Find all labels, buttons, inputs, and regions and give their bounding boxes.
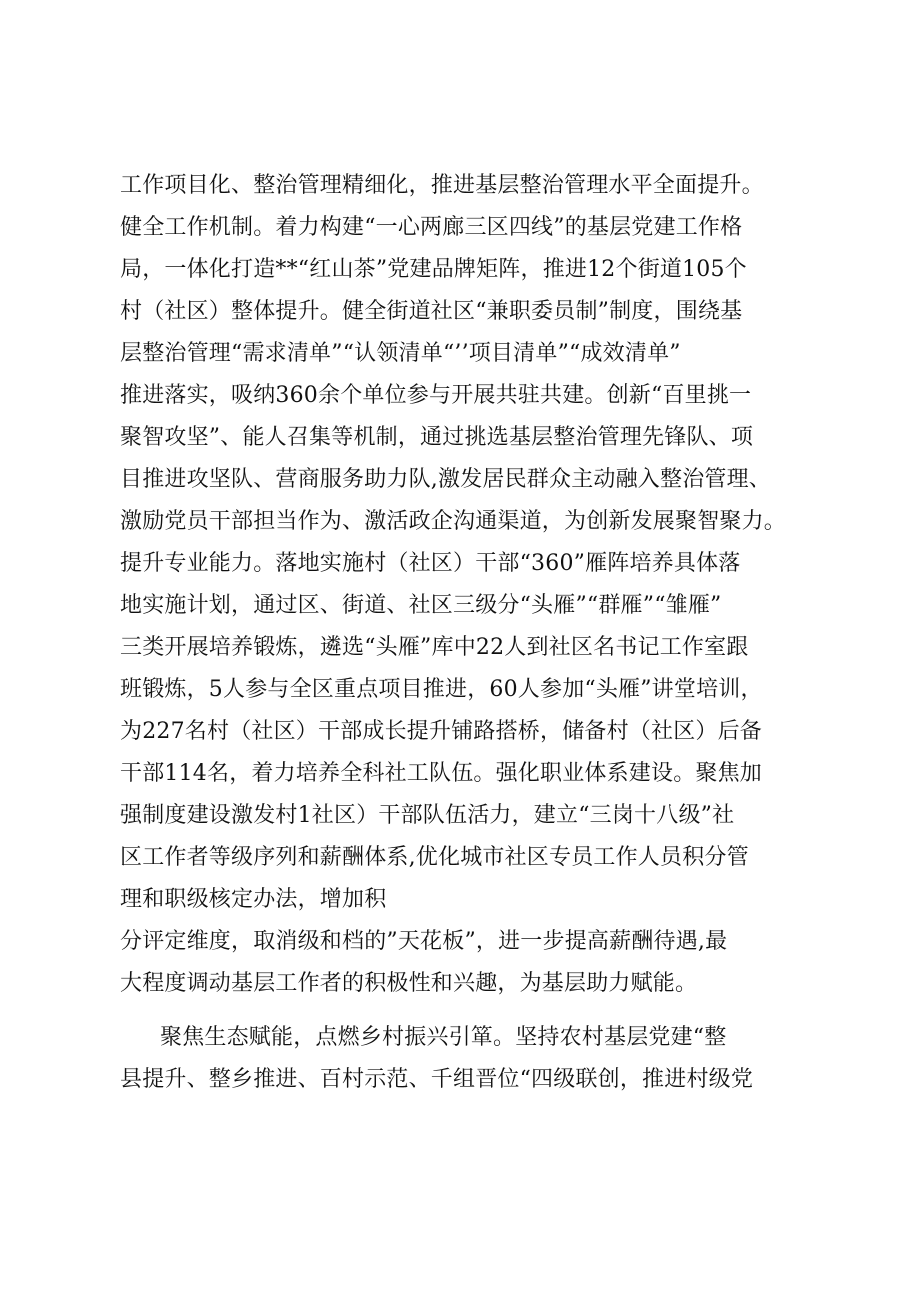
text-line: 推进落实，吸纳360余个单位参与开展共驻共建。创新“百里挑一 <box>120 383 752 408</box>
text-line: 干部114名，着力培养全科社工队伍。强化职业体系建设。聚焦加 <box>120 761 762 786</box>
text-line: 工作项目化、整治管理精细化，推进基层整治管理水平全面提升。 <box>120 173 764 198</box>
text-line: 理和职级核定办法，增加积 <box>120 887 387 912</box>
text-line: 为227名村（社区）干部成长提升铺路搭桥，储备村（社区）后备 <box>120 719 762 744</box>
text-line: 大程度调动基层工作者的积极性和兴趣，为基层助力赋能。 <box>120 971 698 996</box>
text-line: 聚智攻坚”、能人召集等机制，通过挑选基层整治管理先锋队、项 <box>120 425 754 450</box>
text-line: 健全工作机制。着力构建“一心两廊三区四线”的基层党建工作格 <box>120 215 743 240</box>
text-line: 层整治管理“需求清单”“认领清单“’’项目清单”“成效清单” <box>120 341 681 366</box>
text-line: 局，一体化打造**“红山茶”党建品牌矩阵，推进12个街道105个 <box>120 257 747 282</box>
text-line: 村（社区）整体提升。健全街道社区“兼职委员制”制度，围绕基 <box>120 299 743 324</box>
text-line: 三类开展培养锻炼，遴选“头雁”库中22人到社区名书记工作室跟 <box>120 635 749 660</box>
text-line: 县提升、整乡推进、百村示范、千组晋位“四级联创，推进村级党 <box>120 1067 754 1092</box>
text-line: 强制度建设激发村1社区）干部队伍活力，建立“三岗十八级”社 <box>120 803 735 828</box>
text-line: 提升专业能力。落地实施村（社区）干部“360”雁阵培养具体落 <box>120 551 741 576</box>
text-line: 班锻炼，5人参与全区重点项目推进，60人参加“头雁”讲堂培训， <box>120 677 763 702</box>
text-line: 地实施计划，通过区、街道、社区三级分“头雁”“群雁”“雏雁” <box>120 593 722 618</box>
text-line: 目推进攻坚队、营商服务助力队,激发居民群众主动融入整治管理、 <box>120 467 771 492</box>
paragraph-first-line: 聚焦生态赋能，点燃乡村振兴引箪。坚持农村基层党建“整 <box>160 1025 727 1050</box>
text-line: 激励党员干部担当作为、激活政企沟通渠道，为创新发展聚智聚力。 <box>120 509 787 534</box>
text-line: 分评定维度，取消级和档的”天花板”，进一步提高薪酬待遇,最 <box>120 929 728 954</box>
text-line: 区工作者等级序列和薪酬体系,优化城市社区专员工作人员积分管 <box>120 845 749 870</box>
